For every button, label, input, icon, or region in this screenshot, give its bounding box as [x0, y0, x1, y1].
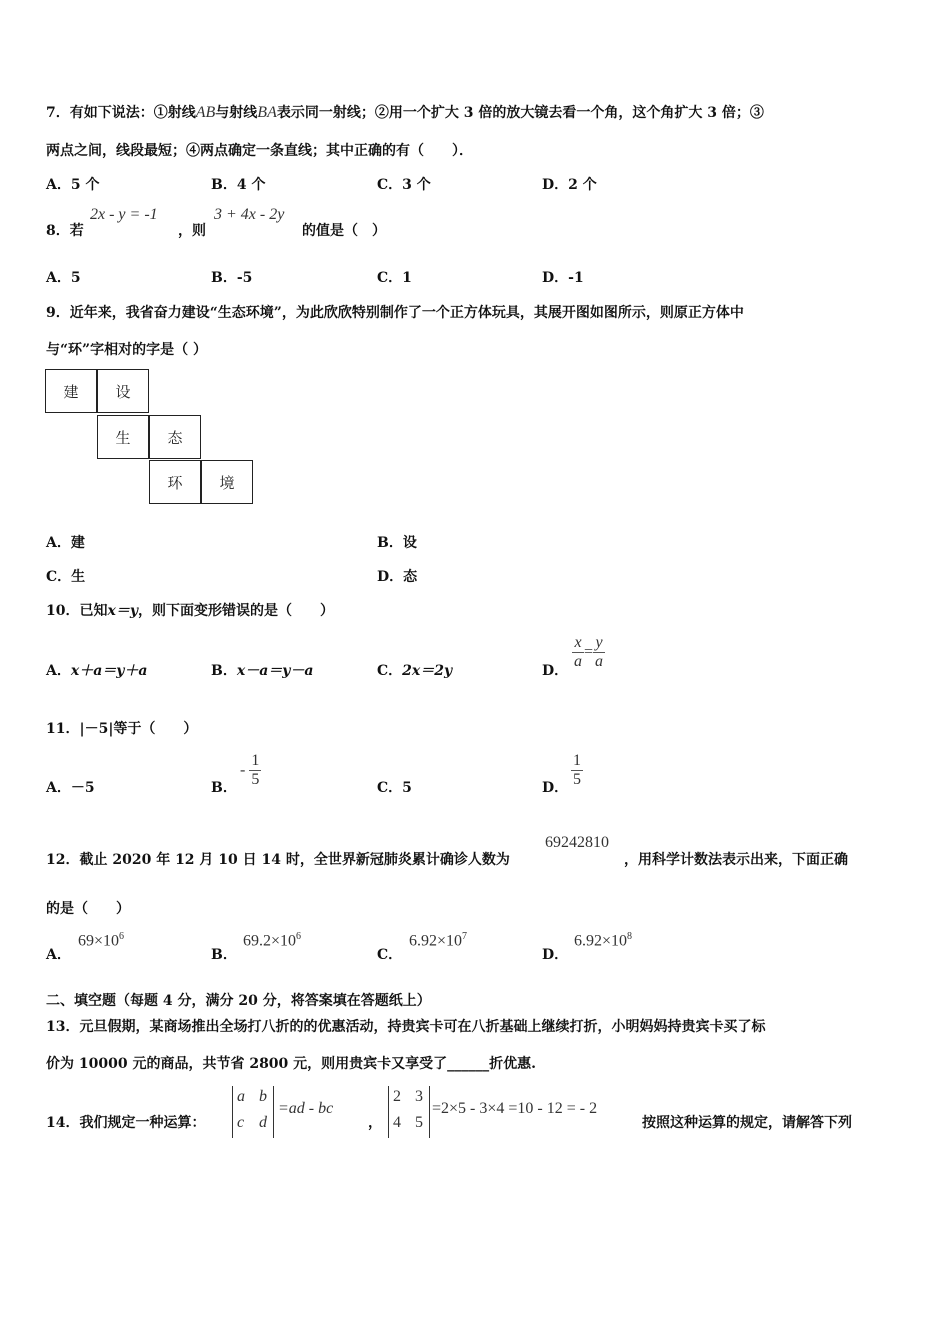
q7-option-c: C．3 个 — [377, 177, 431, 193]
net-cell-huan: 环 — [149, 460, 201, 504]
q10-fraction-y-over-a: $\frac{y}{a}$ — [595, 634, 604, 670]
q8-expression: 3 + 4x - 2y — [214, 206, 285, 223]
q10-option-b: B．x－a＝y－a — [211, 663, 314, 679]
q9-option-b: B．设 — [377, 535, 417, 551]
q12-line2: 的是（ ） — [46, 901, 130, 917]
q12-option-c-value: $6.92\times 10^7$ — [409, 931, 468, 950]
q14-definition: =ad - bc — [278, 1100, 334, 1117]
q8-then: ，则 — [178, 223, 206, 239]
q7-line1: 7．有如下说法：①射线AB与射线BA表示同一射线；②用一个扩大 3 倍的放大镜去看一个角，这个角扩大 3 倍；③ — [46, 104, 764, 121]
net-cell-jing: 境 — [201, 460, 253, 504]
q10-fraction-x-over-a: $\frac{x}{a}$ — [574, 634, 582, 670]
q7-option-a: A．5 个 — [46, 177, 100, 193]
q11-fraction-one-fifth: $\frac{1}{5}$ — [251, 752, 260, 788]
q9-option-c: C．生 — [46, 569, 86, 585]
q7-option-b: B．4 个 — [211, 177, 266, 193]
q7-ray-ab: AB — [195, 104, 216, 121]
q11-option-c: C．5 — [377, 780, 412, 796]
q14-line-tail: 按照这种运算的规定，请解答下列 — [642, 1115, 852, 1131]
q11-option-a: A．－5 — [46, 780, 95, 796]
net-cell-jian: 建 — [45, 369, 97, 413]
q11-option-b-formula: - $\frac{1}{5}$ — [240, 752, 260, 788]
q11-fraction-one-fifth-d: $\frac{1}{5}$ — [573, 752, 581, 788]
q8-tail: 的值是（ ） — [302, 223, 386, 239]
q12-option-d-value: $6.92\times 10^8$ — [574, 931, 633, 950]
q8-option-a: A．5 — [46, 270, 81, 286]
section-heading-fill-blank: 二、填空题（每题 4 分，满分 20 分，将答案填在答题纸上） — [46, 993, 431, 1009]
q10-stem: 10．已知x＝y，则下面变形错误的是（ ） — [46, 603, 334, 619]
q9-option-a: A．建 — [46, 535, 85, 551]
q12-line1-tail: ，用科学计数法表示出来，下面正确 — [624, 852, 848, 868]
q12-line1: 12．截止 2020 年 12 月 10 日 14 时，全世界新冠肺炎累计确诊人数为 — [46, 852, 510, 868]
q10-condition: x＝y — [107, 603, 138, 619]
q8-option-b: B．-5 — [211, 270, 253, 286]
q11-option-d-label: D． — [542, 780, 569, 796]
q10-option-d-formula: $\frac{x}{a}$ = $\frac{y}{a}$ — [574, 634, 604, 670]
q14-comma: ， — [368, 1115, 382, 1131]
q13-line2: 价为 10000 元的商品，共节省 2800 元，则用贵宾卡又享受了______折优惠. — [46, 1056, 537, 1072]
net-cell-sheng: 生 — [97, 415, 149, 459]
q12-option-d-label: D． — [542, 947, 569, 963]
q9-line1: 9．近年来，我省奋力建设“生态环境”，为此欣欣特别制作了一个正方体玩具，其展开图如图所示，则原正方体中 — [46, 305, 744, 321]
q14-example: =2×5 - 3×4 =10 - 12 = - 2 — [432, 1100, 598, 1117]
q9-line2: 与“环”字相对的字是（ ） — [46, 342, 207, 358]
q10-option-c: C．2x＝2y — [377, 663, 453, 679]
q13-line1: 13．元旦假期，某商场推出全场打八折的的优惠活动，持贵宾卡可在八折基础上继续打折，小明妈妈持贵宾卡买了标 — [46, 1019, 766, 1035]
q12-option-a-label: A． — [46, 947, 71, 963]
q14-determinant-2345: 2 3 4 5 — [388, 1086, 430, 1138]
q11-option-d-formula — [571, 752, 583, 789]
q8-option-d: D．-1 — [542, 270, 584, 286]
q8-option-c: C．1 — [377, 270, 412, 286]
net-cell-she: 设 — [97, 369, 149, 413]
q9-option-d: D．态 — [377, 569, 418, 585]
q8-condition: 2x - y = -1 — [90, 206, 158, 223]
q14-label: 14．我们规定一种运算： — [46, 1115, 206, 1131]
q10-option-d-label: D． — [542, 663, 569, 679]
q8-label: 8．若 — [46, 223, 84, 239]
q12-option-b-value: $69.2\times 10^6$ — [243, 931, 302, 950]
q7-ray-ba: BA — [257, 104, 277, 121]
q7-option-d: D．2 个 — [542, 177, 597, 193]
q12-option-a-value: $69\times 10^6$ — [78, 931, 125, 950]
q12-option-c-label: C． — [377, 947, 403, 963]
q7-line2: 两点之间，线段最短；④两点确定一条直线；其中正确的有（ ）． — [46, 143, 473, 159]
q12-number: 69242810 — [545, 834, 609, 851]
q12-option-b-label: B． — [211, 947, 237, 963]
net-cell-tai: 态 — [149, 415, 201, 459]
q11-option-b-label: B． — [211, 780, 237, 796]
q10-option-a: A．x＋a＝y＋a — [46, 663, 148, 679]
q14-determinant-abcd: a b c d — [232, 1086, 274, 1138]
q11-stem: 11．|－5|等于（ ） — [46, 721, 198, 737]
